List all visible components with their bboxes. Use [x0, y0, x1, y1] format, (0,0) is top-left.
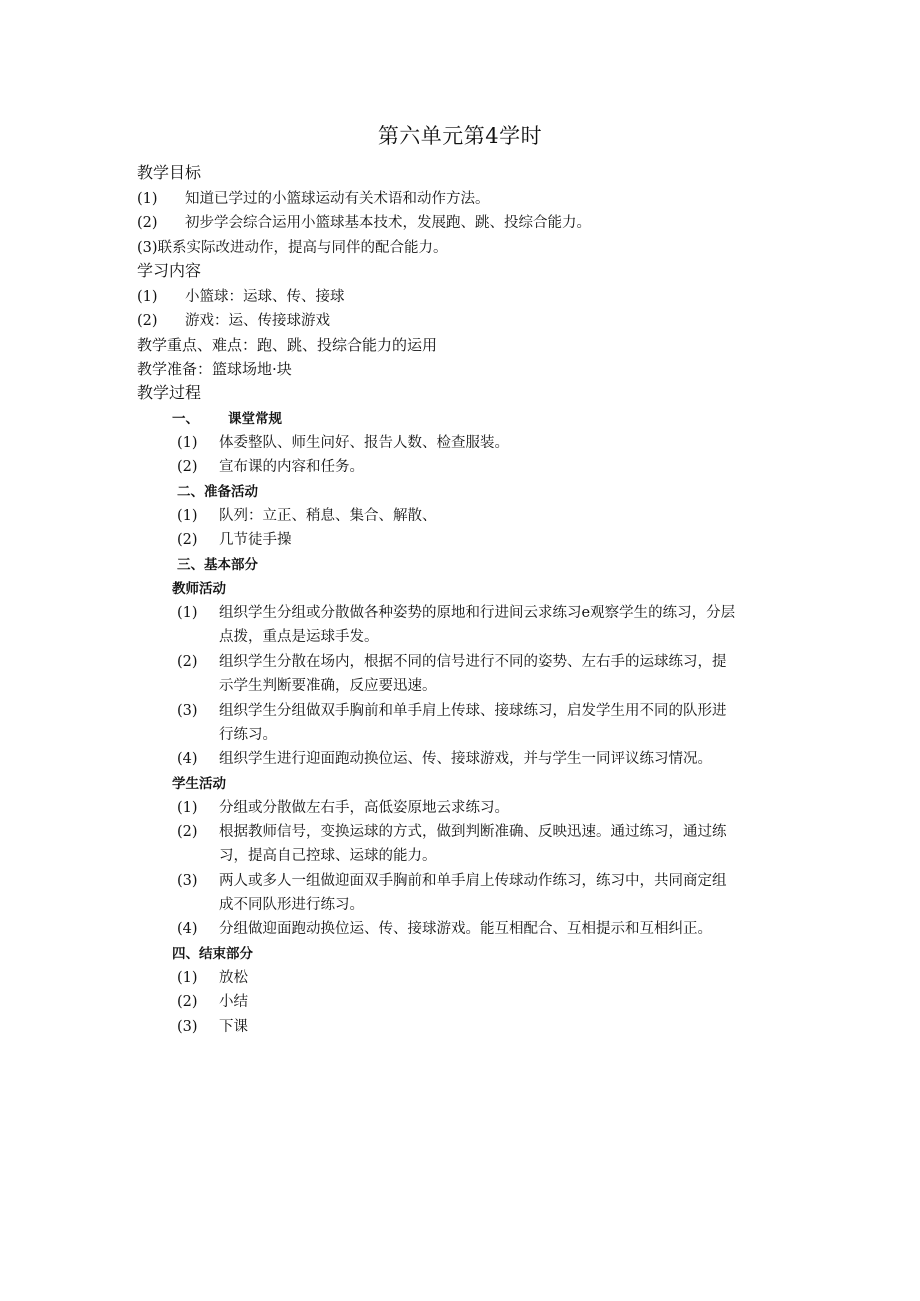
student-item-2-cont: 习，提高自己控球、运球的能力。	[219, 848, 437, 864]
list-num: (2)	[177, 654, 198, 670]
objectives-heading: 教学目标	[137, 163, 202, 182]
section-3-title: 三、基本部分	[177, 557, 258, 573]
page-title: 第六单元第4学时	[377, 124, 543, 148]
objective-text-1: 知道已学过的小篮球运动有关术语和动作方法。	[185, 191, 490, 207]
student-item-3-cont: 成不同队形进行练习。	[219, 897, 364, 913]
objective-item-2	[137, 213, 591, 233]
section-4-item-1	[177, 968, 248, 988]
student-item-1	[177, 798, 509, 818]
section-4-title: 四、结束部分	[172, 946, 253, 962]
content-text-2: 游戏：运、传接球游戏	[185, 313, 330, 329]
content-num-2: (2)	[137, 313, 158, 329]
list-num: (3)	[177, 703, 198, 719]
section-2-title: 二、准备活动	[177, 484, 258, 500]
objective-num-1: (1)	[137, 191, 158, 207]
section-1-num: 一、	[172, 411, 199, 427]
teacher-item-2	[177, 652, 727, 672]
list-num: (1)	[177, 970, 198, 986]
list-text: 体委整队、师生问好、报告人数、检查服装。	[219, 435, 509, 451]
section-4-item-3	[177, 1017, 248, 1037]
list-text: 两人或多人一组做迎面双手胸前和单手肩上传球动作练习，练习中，共同商定组	[219, 873, 727, 889]
list-text: 宣布课的内容和任务。	[219, 459, 364, 475]
list-text: 分组或分散做左右手，高低姿原地云求练习。	[219, 800, 509, 816]
list-num: (2)	[177, 532, 198, 548]
process-heading: 教学过程	[137, 383, 202, 402]
list-num: (4)	[177, 921, 198, 937]
objective-num-2: (2)	[137, 215, 158, 231]
list-num: (3)	[177, 1019, 198, 1035]
section-2-item-1	[177, 506, 437, 526]
teacher-item-3-cont: 行练习。	[219, 727, 277, 743]
content-item-1	[137, 287, 345, 307]
student-activity-heading: 学生活动	[172, 776, 226, 792]
list-num: (2)	[177, 459, 198, 475]
list-num: (2)	[177, 994, 198, 1010]
list-text: 几节徒手操	[219, 532, 292, 548]
teacher-item-1-cont: 点拨，重点是运球手发。	[219, 629, 379, 645]
teacher-item-3	[177, 701, 727, 721]
key-points: 教学重点、难点：跑、跳、投综合能力的运用	[137, 336, 438, 354]
list-text: 组织学生分组或分散做各种姿势的原地和行进间云求练习e观察学生的练习，分层	[219, 605, 736, 621]
teacher-item-2-cont: 示学生判断要准确，反应要迅速。	[219, 678, 437, 694]
teacher-item-4	[177, 749, 712, 769]
section-1-title	[172, 409, 282, 429]
list-text: 组织学生进行迎面跑动换位运、传、接球游戏，并与学生一同评议练习情况。	[219, 751, 712, 767]
student-item-4	[177, 919, 712, 939]
list-num: (4)	[177, 751, 198, 767]
list-num: (1)	[177, 800, 198, 816]
objective-text-3: (3)联系实际改进动作，提高与同伴的配合能力。	[137, 240, 448, 256]
student-item-3	[177, 871, 727, 891]
content-item-2	[137, 311, 330, 331]
list-num: (2)	[177, 824, 198, 840]
list-num: (1)	[177, 605, 198, 621]
objective-item-3	[137, 238, 448, 258]
list-text: 下课	[219, 1019, 248, 1035]
list-num: (1)	[177, 508, 198, 524]
list-text: 队列：立正、稍息、集合、解散、	[219, 508, 437, 524]
section-1-item-1	[177, 433, 509, 453]
list-text: 放松	[219, 970, 248, 986]
section-2-item-2	[177, 530, 292, 550]
objective-item-1	[137, 189, 490, 209]
list-text: 小结	[219, 994, 248, 1010]
objective-text-2: 初步学会综合运用小篮球基本技术，发展跑、跳、投综合能力。	[185, 215, 591, 231]
content-text-1: 小篮球：运球、传、接球	[185, 289, 345, 305]
list-text: 根据教师信号，变换运球的方式，做到判断准确、反映迅速。通过练习，通过练	[219, 824, 727, 840]
list-num: (1)	[177, 435, 198, 451]
student-item-2	[177, 822, 727, 842]
section-1-item-2	[177, 457, 364, 477]
list-text: 组织学生分组做双手胸前和单手肩上传球、接球练习，启发学生用不同的队形进	[219, 703, 727, 719]
content-heading: 学习内容	[137, 261, 202, 280]
preparation: 教学准备：篮球场地·块	[137, 360, 292, 378]
section-4-item-2	[177, 992, 248, 1012]
teacher-activity-heading: 教师活动	[172, 581, 226, 597]
list-num: (3)	[177, 873, 198, 889]
teacher-item-1	[177, 603, 735, 623]
list-text: 分组做迎面跑动换位运、传、接球游戏。能互相配合、互相提示和互相纠正。	[219, 921, 712, 937]
section-1-label: 课堂常规	[228, 411, 282, 427]
list-text: 组织学生分散在场内，根据不同的信号进行不同的姿势、左右手的运球练习，提	[219, 654, 727, 670]
content-num-1: (1)	[137, 289, 158, 305]
